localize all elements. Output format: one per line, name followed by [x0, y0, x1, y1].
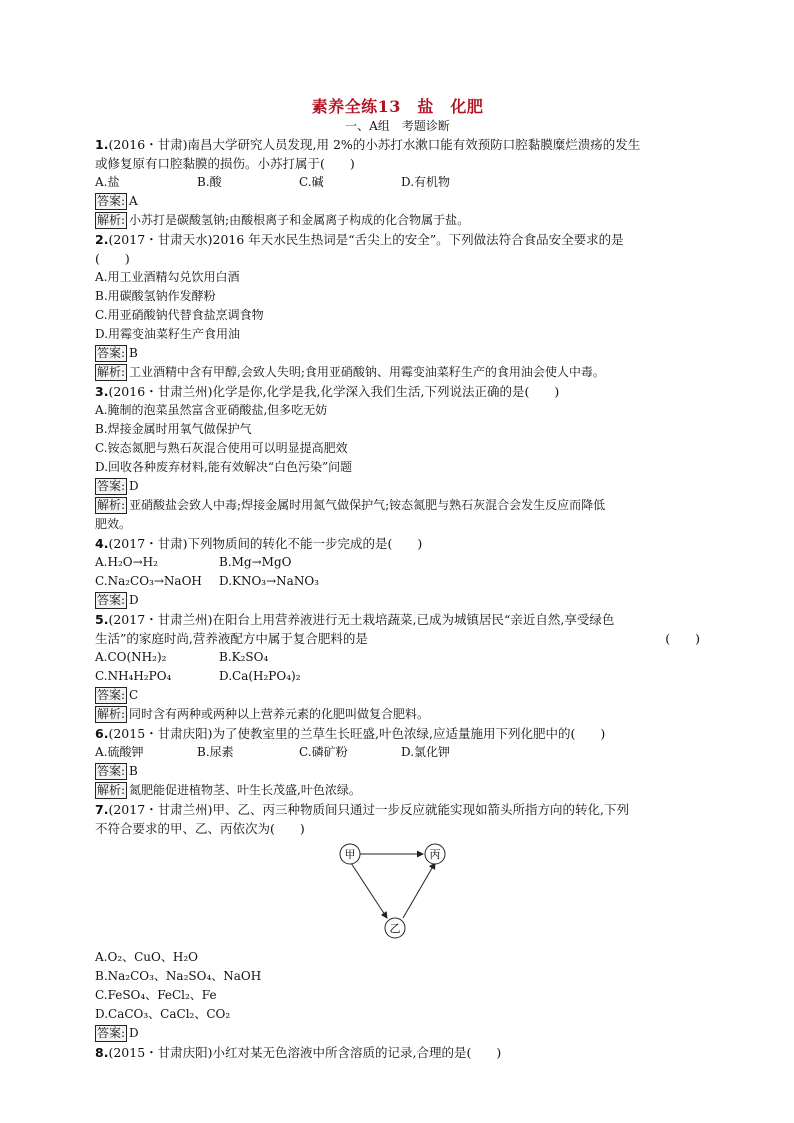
answer-value: D [129, 593, 139, 607]
option-b: B.Mg→MgO [219, 555, 292, 569]
conversion-diagram [95, 838, 700, 948]
option-c: C.碱 [299, 175, 324, 189]
answer-blank: ( ) [665, 631, 700, 646]
option-d: D.KNO₃→NaNO₃ [219, 574, 319, 588]
options-row [95, 743, 700, 762]
option-a: A.CO(NH₂)₂ [95, 650, 167, 664]
option-d: D.回收各种废弃材料,能有效解决“白色污染”问题 [95, 460, 353, 474]
triangle-diagram [335, 838, 455, 946]
options-row [95, 572, 700, 591]
node-label: 丙 [429, 848, 441, 861]
answer-value: A [129, 194, 138, 208]
option-b: B.焊接金属时用氧气做保护气 [95, 422, 252, 436]
question-8 [95, 1043, 700, 1062]
options-row [95, 667, 700, 686]
question-3 [95, 382, 700, 534]
arrow-a-to-c [351, 863, 387, 918]
question-7 [95, 800, 700, 1043]
question-number: 8. [95, 1045, 109, 1060]
analysis-text-continued: 肥效。 [95, 517, 132, 531]
question-4 [95, 534, 700, 610]
question-stem: (2016・甘肃兰州)化学是你,化学是我,化学深入我们生活,下列说法正确的是( ) [108, 384, 560, 399]
option-a: A.用工业酒精勾兑饮用白酒 [95, 270, 240, 284]
analysis-text: 亚硝酸盐会致人中毒;焊接金属时用氮气做保护气;铵态氮肥与熟石灰混合会发生反应而降低 [129, 498, 606, 512]
options-row [95, 553, 700, 572]
option-b: B.酸 [197, 175, 222, 189]
question-stem-continued: 生活”的家庭时尚,营养液配方中属于复合肥料的是 [95, 631, 368, 646]
option-c: C.FeSO₄、FeCl₂、Fe [95, 988, 217, 1002]
question-2 [95, 230, 700, 382]
answer-label: 答案: [97, 593, 126, 607]
option-c: C.磷矿粉 [299, 745, 348, 759]
question-stem-continued: 不符合要求的甲、乙、丙依次为( ) [95, 821, 305, 836]
analysis-label: 解析: [97, 213, 126, 227]
option-a: A.腌制的泡菜虽然富含亚硝酸盐,但多吃无妨 [95, 403, 328, 417]
question-number: 7. [95, 802, 109, 817]
question-number: 3. [95, 384, 109, 399]
option-c: C.Na₂CO₃→NaOH [95, 574, 202, 588]
question-number: 2. [95, 232, 109, 247]
answer-value: B [129, 764, 138, 778]
analysis-label: 解析: [97, 498, 126, 512]
question-1 [95, 135, 700, 230]
option-b: B.K₂SO₄ [219, 650, 269, 664]
option-b: B.Na₂CO₃、Na₂SO₄、NaOH [95, 969, 262, 983]
analysis-label: 解析: [97, 783, 126, 797]
question-number: 1. [95, 137, 109, 152]
analysis-text: 工业酒精中含有甲醇,会致人失明;食用亚硝酸钠、用霉变油菜籽生产的食用油会使人中毒。 [129, 365, 605, 379]
question-stem-continued: 或修复原有口腔黏膜的损伤。小苏打属于( ) [95, 156, 355, 171]
option-b: B.尿素 [197, 745, 234, 759]
node-label: 乙 [389, 922, 401, 935]
page-title: 素养全练13 盐 化肥 [311, 97, 484, 116]
option-a: A.O₂、CuO、H₂O [95, 950, 198, 964]
section-heading: 一、A组 考题诊断 [345, 119, 450, 133]
answer-value: D [129, 479, 139, 493]
option-d: D.有机物 [401, 175, 451, 189]
analysis-text: 氮肥能促进植物茎、叶生长茂盛,叶色浓绿。 [129, 783, 361, 797]
question-stem: (2017・甘肃天水)2016 年天水民生热词是“舌尖上的安全”。下列做法符合食品安全要求的是 [108, 232, 624, 247]
option-d: D.用霉变油菜籽生产食用油 [95, 327, 241, 341]
question-stem: (2017・甘肃)下列物质间的转化不能一步完成的是( ) [108, 536, 423, 551]
answer-label: 答案: [97, 688, 126, 702]
worksheet-page [95, 96, 700, 1062]
option-d: D.Ca(H₂PO₄)₂ [219, 669, 301, 683]
answer-label: 答案: [97, 479, 126, 493]
option-c: C.用亚硝酸钠代替食盐烹调食物 [95, 308, 264, 322]
analysis-text: 小苏打是碳酸氢钠;由酸根离子和金属离子构成的化合物属于盐。 [129, 213, 470, 227]
option-a: A.盐 [95, 175, 120, 189]
option-c: C.NH₄H₂PO₄ [95, 669, 172, 683]
option-d: D.氯化钾 [401, 745, 451, 759]
question-number: 6. [95, 726, 109, 741]
question-6 [95, 724, 700, 800]
question-5 [95, 610, 700, 724]
analysis-text: 同时含有两种或两种以上营养元素的化肥叫做复合肥料。 [129, 707, 430, 721]
analysis-label: 解析: [97, 707, 126, 721]
arrow-c-to-b [403, 863, 435, 918]
question-number: 4. [95, 536, 109, 551]
question-number: 5. [95, 612, 109, 627]
option-a: A.硫酸钾 [95, 745, 144, 759]
options-row [95, 648, 700, 667]
node-label: 甲 [344, 848, 356, 861]
option-d: D.CaCO₃、CaCl₂、CO₂ [95, 1007, 231, 1021]
analysis-label: 解析: [97, 365, 126, 379]
option-b: B.用碳酸氢钠作发酵粉 [95, 289, 216, 303]
question-stem: (2017・甘肃兰州)在阳台上用营养液进行无土栽培蔬菜,已成为城镇居民“亲近自然,享受绿色 [108, 612, 615, 627]
question-stem-continued: ( ) [95, 251, 130, 266]
question-stem: (2017・甘肃兰州)甲、乙、丙三种物质间只通过一步反应就能实现如箭头所指方向的转化,下列 [108, 802, 629, 817]
answer-label: 答案: [97, 764, 126, 778]
options-row [95, 173, 700, 192]
answer-label: 答案: [97, 194, 126, 208]
question-stem: (2015・甘肃庆阳)为了使教室里的兰草生长旺盛,叶色浓绿,应适量施用下列化肥中的( ) [108, 726, 606, 741]
question-stem: (2016・甘肃)南昌大学研究人员发现,用 2%的小苏打水漱口能有效预防口腔黏膜糜烂溃疡的发生 [108, 137, 641, 152]
answer-value: D [129, 1026, 139, 1040]
question-stem: (2015・甘肃庆阳)小红对某无色溶液中所含溶质的记录,合理的是( ) [108, 1045, 502, 1060]
answer-value: B [129, 346, 138, 360]
answer-label: 答案: [97, 1026, 126, 1040]
answer-label: 答案: [97, 346, 126, 360]
answer-value: C [129, 688, 139, 702]
option-c: C.铵态氮肥与熟石灰混合使用可以明显提高肥效 [95, 441, 348, 455]
option-a: A.H₂O→H₂ [95, 555, 158, 569]
